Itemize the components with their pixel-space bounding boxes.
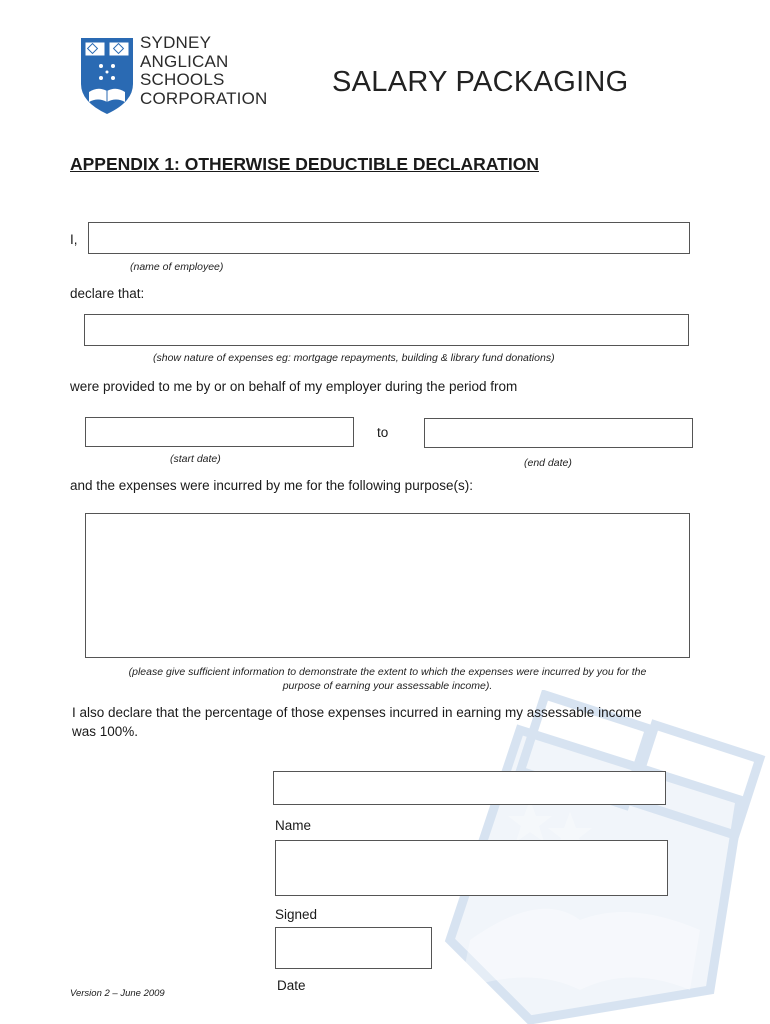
version-footer: Version 2 – June 2009 (70, 988, 165, 999)
purpose-hint-line: purpose of earning your assessable income). (282, 680, 493, 692)
expenses-nature-hint: (show nature of expenses eg: mortgage repayments, building & library fund donations) (153, 352, 555, 364)
signed-label: Signed (275, 907, 318, 922)
i-label: I, (70, 232, 78, 247)
purpose-text: and the expenses were incurred by me for the following purpose(s): (70, 478, 473, 493)
start-date-field[interactable] (85, 417, 354, 447)
section-heading: APPENDIX 1: OTHERWISE DEDUCTIBLE DECLARATION (70, 154, 539, 174)
declare-label: declare that: (70, 286, 145, 301)
signature-field[interactable] (275, 840, 668, 896)
employee-name-hint: (name of employee) (130, 261, 224, 273)
logo-wordmark (140, 34, 290, 108)
start-date-hint: (start date) (170, 453, 221, 465)
purpose-hint (80, 666, 695, 692)
to-label: to (377, 425, 389, 440)
date-field[interactable] (275, 927, 432, 969)
percentage-text-line: I also declare that the percentage of those expenses incurred in earning my assessable income (72, 705, 642, 720)
purpose-hint-line: (please give sufficient information to demonstrate the extent to which the expenses were incurred by you for the (128, 666, 647, 678)
percentage-text-line: was 100%. (72, 724, 139, 739)
shield-logo-icon (79, 36, 135, 116)
logo-line: SYDNEY (140, 33, 212, 52)
document-title: SALARY PACKAGING (332, 66, 629, 98)
expenses-nature-field[interactable] (84, 314, 689, 346)
employee-name-field[interactable] (88, 222, 690, 254)
date-label: Date (277, 978, 306, 993)
name-field[interactable] (273, 771, 666, 805)
name-label: Name (275, 818, 312, 833)
end-date-hint: (end date) (524, 457, 572, 469)
logo-line: SCHOOLS (140, 70, 225, 89)
logo-line: CORPORATION (140, 88, 268, 108)
logo-line: ANGLICAN (140, 51, 229, 71)
purpose-field[interactable] (85, 513, 690, 658)
end-date-field[interactable] (424, 418, 693, 448)
provided-text: were provided to me by or on behalf of my employer during the period from (70, 379, 518, 394)
